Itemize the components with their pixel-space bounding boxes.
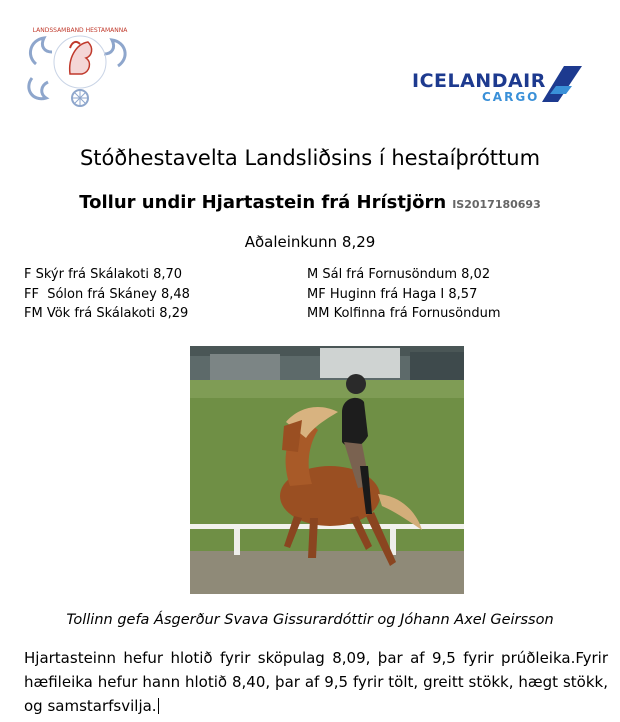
horse-name: Tollur undir Hjartastein frá Hrístjörn: [79, 192, 447, 213]
pedigree-dam-side: [307, 265, 500, 324]
brand-name: ICELANDAIR: [412, 70, 546, 92]
pedigree-line: MM Kolfinna frá Fornusöndum: [307, 306, 501, 321]
registration-number: IS2017180693: [452, 198, 541, 211]
brand-sub: CARGO: [482, 90, 540, 104]
main-score: Aðaleinkunn 8,29: [244, 233, 376, 251]
page-title: Stóðhestavelta Landsliðsins í hestaíþróttum: [79, 146, 541, 170]
photo-caption: Tollinn gefa Ásgerður Svava Gissurardóttir og Jóhann Axel Geirsson: [66, 612, 554, 628]
pedigree-line: FF Sólon frá Skáney 8,48: [24, 286, 190, 302]
horse-rider-photo: [190, 346, 464, 594]
pedigree-line: FM Vök frá Skálakoti 8,29: [24, 306, 189, 321]
pedigree-line: F Skýr frá Skálakoti 8,70: [24, 267, 183, 282]
body-text: Hjartasteinn hefur hlotið fyrir sköpulag 8,09, þar af 9,5 fyrir prúðleika.Fyrir hæfileika hefur hann hlotið 8,40, þar af 9,5 fyrir tölt, greitt stökk, hægt stökk, og samstarfsvilja.: [24, 649, 608, 715]
icelandair-cargo-logo: [412, 66, 582, 106]
pedigree-sire-side: [24, 265, 190, 324]
svg-text:LANDSSAMBAND HESTAMANNA: LANDSSAMBAND HESTAMANNA: [32, 27, 128, 34]
pedigree-line: MF Huginn frá Haga I 8,57: [307, 286, 478, 302]
text-cursor: [158, 698, 159, 714]
plane-tail-icon: [542, 66, 582, 102]
horse-photo: [190, 346, 464, 594]
lh-horse-seal-icon: [22, 22, 134, 112]
pedigree-line: M Sál frá Fornusöndum 8,02: [307, 267, 491, 282]
landssamband-logo: [22, 22, 134, 112]
body-paragraph[interactable]: [24, 646, 608, 718]
horse-name-heading: [0, 192, 620, 213]
